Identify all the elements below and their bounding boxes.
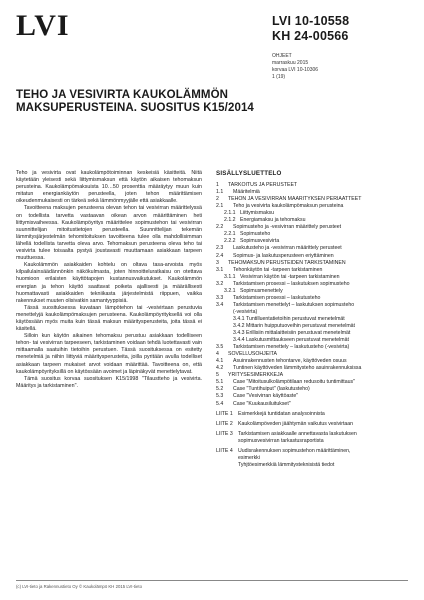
toc-entry-title: Case "Mitoitusulkolämpötilaan redusoitu tuntimittaus" (233, 379, 355, 386)
toc-entry-title: Tarkistamisen menettelyt – laskutuksen sopimusteho (233, 301, 355, 308)
toc-entry[interactable] (216, 196, 410, 203)
toc-entry-title: SOVELLUSOHJEITA (228, 351, 277, 358)
toc-entry-number: LIITE 4 (216, 447, 233, 454)
toc-heading: SISÄLLYSLUETTELO (216, 170, 282, 177)
toc-entry-title: Tarkistamisen prosessi – laskutuksen sopimusteho (233, 280, 350, 287)
toc-entry-title: Mittarin huipputuoveihin perustuvat menetelmät (246, 322, 355, 329)
toc-entry-number: 3.1 (216, 266, 224, 273)
toc-entry[interactable] (216, 295, 410, 302)
lvi-logo: LVI (16, 9, 70, 42)
toc-entry-title: Tuntinen käyttöveden lämmitysteho asuinrakennuksissa (233, 365, 362, 372)
toc-entry-number: 3.4.4 (233, 337, 245, 344)
toc-entry[interactable] (216, 267, 410, 274)
toc-entry-title: Laskutusteho ja -vesivirran määrittely perusteet (233, 245, 342, 252)
toc-entry-number: 2.3 (216, 245, 224, 252)
toc-entry-number: 2.2 (216, 224, 224, 231)
toc-entry-title: Teho ja vesivirta kaukolämpömaksun perusteina (233, 203, 344, 210)
toc-entry-title: TARKOITUS JA PERUSTEET (228, 182, 298, 189)
toc-entry-title: sopimusvesivirran tarkastusraportista (238, 437, 324, 444)
toc-entry-number: 4.1 (216, 358, 224, 365)
toc-entry-title: Energiamaksu ja tehomaksu (240, 217, 306, 224)
toc-entry[interactable] (216, 245, 410, 252)
body-paragraph: Tämä suositus korvaa suosituksen K15/1998 "Tilaustteho ja vesivirta. Määritys ja tarkistaminen". (16, 375, 202, 389)
toc-entry-title: Tarkistamisen menettely – laskutusteho (-vesivirta) (233, 344, 350, 351)
toc-entry-number: 3.5 (216, 344, 224, 351)
lvi-code: LVI 10-10558 (272, 14, 350, 28)
toc-entry-number: 3.1.1 (224, 273, 236, 280)
toc-entry-title: Kaukolämpöveden jäähtymän vaikutus vesivirtaan (238, 420, 354, 427)
toc-entry-title: esimerkki (238, 454, 260, 461)
toc-entry-number: 3.4 (216, 301, 224, 308)
toc-entry-number: 4.2 (216, 365, 224, 372)
toc-entry[interactable] (216, 358, 410, 365)
toc-entry[interactable] (216, 309, 410, 316)
toc-entry-title: Sopimusvesivirta (240, 238, 280, 245)
title-line-1: TEHO JA VESIVIRTA KAUKOLÄMMÖN (16, 89, 229, 101)
toc-entry-number: 5.2 (216, 386, 224, 393)
toc-entry-number: 3.2 (216, 280, 224, 287)
toc-entry[interactable] (216, 210, 410, 217)
toc-entry-title: Sopimus- ja laskutusperusteen eriyttäminen (233, 252, 334, 259)
toc-entry[interactable] (216, 365, 410, 372)
toc-entry-number: 5.3 (216, 393, 224, 400)
toc-entry-number: 3.3 (216, 294, 224, 301)
toc-entry-number: 3.4.3 (233, 330, 245, 337)
toc-list (216, 182, 410, 469)
toc-entry[interactable] (216, 372, 410, 379)
toc-entry-title: Uudisrakennuksen sopimustehon määrittäminen, (238, 447, 351, 454)
toc-entry[interactable] (216, 302, 410, 309)
toc-entry[interactable] (216, 337, 410, 344)
toc-entry-title: Vesivirran käytön tai -tarpeen tarkistaminen (240, 273, 340, 280)
body-paragraph: Tavoitteena maksujen perusteena olevan tehon tai vesivirran määrittelyssä on todellista tarvetta vastaavan oikean arvon määrittäminen heti liittymisvaiheessa. Kaukolämpöyritys määrittelee sopimustehon tai vesivirran suunnittelijan mitoitustietojen perusteella. Suunnittelijan tekemän lämmitysjärjestelmän tehomitoituksen tavoitteena tulee olla mahdollisimman lähellä todellista tarvetta oleva arvo. Tehomaksun perusteena oleva teho tai vesivirta tulee toisaalta pystyä joustavasti muuttamaan asiakkaan tarpeen muuttuessa. (16, 205, 202, 262)
toc-entry-title: Laskutusmittaukseen perustuvat menetelmät (246, 337, 349, 344)
toc-entry-title: Sopimusmenettely (240, 287, 283, 294)
toc-entry-title: YRITYSESIMERKKEJÄ (228, 372, 284, 379)
meta-replaces: korvaa LVI 10-10306 (272, 67, 319, 73)
document-meta (272, 53, 318, 81)
toc-entry[interactable] (216, 260, 410, 267)
toc-entry[interactable] (216, 323, 410, 330)
toc-entry-title: Case "Vesivirran käyttöaste" (233, 393, 299, 400)
toc-entry-number: LIITE 2 (216, 420, 233, 427)
toc-entry[interactable] (216, 316, 410, 323)
toc-entry-number: LIITE 1 (216, 410, 233, 417)
toc-entry[interactable] (216, 281, 410, 288)
toc-entry-number: 5 (216, 372, 219, 379)
toc-entry[interactable] (216, 411, 410, 418)
toc-entry-title: Tarkistamisen asiakkaalle annettavasta laskutuksen (238, 430, 357, 437)
table-of-contents (216, 170, 410, 469)
toc-entry-number: 2.1.2 (224, 217, 236, 224)
toc-entry[interactable] (216, 421, 410, 428)
toc-entry[interactable] (216, 288, 410, 295)
toc-entry-title: Esimerkkejä tuntidatan analysoinnista (238, 410, 325, 417)
document-title (16, 89, 316, 115)
toc-entry-title: Liittymismaksu (240, 210, 275, 217)
toc-entry-title: TEHOMAKSUN PERUSTEIDEN TARKISTAMINEN (228, 259, 346, 266)
toc-entry-title: Erillisiin mittalaitteisiin perustuvat menetelmät (246, 330, 351, 337)
toc-entry[interactable] (216, 238, 410, 245)
body-paragraph: Tässä suosituksessa kuvataan lämpötehon tai -vesivirtaan perustuvia menettelyjä kaukolämpömaksujen perusteena. Kaukolämpöyrityksellä voi olla käytössään myös muita kuin tässä maksun määritysperusteita, joita tässä ei käsitellä. (16, 304, 202, 333)
toc-entry-number: 2.2.1 (224, 231, 236, 238)
toc-entry-number (216, 309, 233, 316)
toc-entry-number: 1.1 (216, 189, 224, 196)
toc-entry[interactable] (216, 253, 410, 260)
toc-entry-number: 4 (216, 351, 219, 358)
toc-entry-number: 2.4 (216, 252, 224, 259)
toc-entry[interactable] (216, 393, 410, 400)
toc-entry[interactable] (216, 386, 410, 393)
toc-entry[interactable] (216, 448, 410, 455)
title-line-2: MAKSUPERUSTEINA. SUOSITUS K15/2014 (16, 102, 254, 114)
footer-divider (16, 580, 408, 581)
toc-entry-number: 2 (216, 196, 219, 203)
toc-entry-title: (-vesivirta) (233, 308, 258, 315)
toc-entry[interactable] (216, 330, 410, 337)
toc-entry[interactable] (216, 401, 410, 408)
toc-entry-title: Tyhjtöesimerkkiä lämmitysteknisistä tiedot (238, 461, 335, 468)
toc-entry[interactable] (216, 344, 410, 351)
toc-entry[interactable] (216, 455, 410, 462)
toc-entry-number: 3.2.1 (224, 287, 236, 294)
toc-entry-number: 2.2.2 (224, 238, 236, 245)
toc-entry-number: 5.4 (216, 400, 224, 407)
toc-entry-number: 2.1.1 (224, 210, 236, 217)
toc-entry[interactable] (216, 203, 410, 210)
footer-text: (c) LVI-tieto ja Rakennustieto Oy © Kaukolämpö KH 2015 LVI-tieto (16, 584, 143, 589)
toc-entry-number: 3.4.1 (233, 315, 245, 322)
document-codes (272, 14, 349, 44)
meta-pages: 1 (19) (272, 74, 286, 80)
toc-entry-title: Tuntilluentatietoihin perustuvat menetelmät (246, 315, 345, 322)
toc-entry-number: 3.4.2 (233, 322, 245, 329)
toc-entry-title: Case "Tuntihuiput" (laskutusteho) (233, 386, 310, 393)
meta-date: marraskuu 2015 (272, 60, 309, 66)
toc-entry-number: 5.1 (216, 379, 224, 386)
toc-entry[interactable] (216, 431, 410, 438)
toc-entry-title: Tarkistamisen prosessi – laskutusteho (233, 294, 321, 301)
toc-entry-number: 3 (216, 259, 219, 266)
toc-entry[interactable] (216, 224, 410, 231)
toc-entry-number: 1 (216, 182, 219, 189)
toc-entry[interactable] (216, 438, 410, 445)
body-paragraph: Kaukolämmön asiakkaiden kohtelu on oltava tasa-arvoista myös kilpailulainsäädännönkin näkökulmasta, joten hinnoitteluratkaisu on otettava huomioon erilaisten käyttötapojen kustannusvaikutukset. Kaukolämmön energian ja tehon käyttö saattavat poiketa ajallisesti ja määrällisesti huomattavasti asiakkaiden tekniikasta järjestelmistä riippuen, vaikka rakennukset muuten olisivatkin samantyyppisiä. (16, 262, 202, 304)
kh-code: KH 24-00566 (272, 29, 349, 43)
toc-entry[interactable] (216, 274, 410, 281)
toc-entry[interactable] (216, 231, 410, 238)
toc-entry-title: TEHON JA VESIVIRRAN MÄÄRITYKSEN PERIAATTEET (228, 196, 362, 203)
body-paragraph: Silloin kun käytön aikainen tehomaksu perustuu asiakkaan todelliseen tehon- tai vesivirran tarpeeseen, tarkistaminen voidaan tehdä luotettavasti vain mittaamalla saatuihin tietoihin perustuen. Tässä suosituksessa on esitetty menetelmiä ja niihin liittyviä määritysperusteita, joilla pyritään avulla todelliset asiakkaan tarpeen mukaiset arvot voidaan määrittää. Tavoitteena on, että kaukolämpöyrityksillä on käytössään avoimet ja läpinäkyvät menettelytavat. (16, 333, 202, 375)
toc-entry[interactable] (216, 351, 410, 358)
toc-entry[interactable] (216, 182, 410, 189)
toc-entry[interactable] (216, 217, 410, 224)
body-text (16, 170, 202, 390)
toc-entry-title: Tehonkäytön tai -tarpeen tarkistaminen (233, 266, 323, 273)
toc-entry-number: LIITE 3 (216, 430, 233, 437)
toc-entry-title: Asuinrakennusten tehontarve, käyttöveden osuus (233, 358, 347, 365)
toc-entry-title: Sopimusteho ja -vesivirran määrittely perusteet (233, 224, 342, 231)
toc-entry-number: 2.1 (216, 203, 224, 210)
body-paragraph: Teho ja vesivirta ovat kaukolämpötoiminnan keskeisiä käsitteitä. Niitä käytetään yleisesti sekä liittymismaksun että käytön aikaisen tehomaksun perusteina. Kaukolämpömaksuista 10…50 prosenttia määräytyy muun kuin mitatun energiankäytön perusteella, joten tehon määrittämisen oikeudenmukaisesti on tärkeä sekä lämmönmyyjälle että asiakkaalle. (16, 170, 202, 205)
toc-entry[interactable] (216, 379, 410, 386)
toc-entry-title: Sopimusteho (240, 231, 271, 238)
meta-type: OHJEET (272, 53, 292, 59)
toc-entry[interactable] (216, 462, 410, 469)
toc-entry-title: Määritelmiä (233, 189, 260, 196)
toc-entry-title: Case "Kuukausiluitukset" (233, 400, 291, 407)
toc-entry[interactable] (216, 189, 410, 196)
